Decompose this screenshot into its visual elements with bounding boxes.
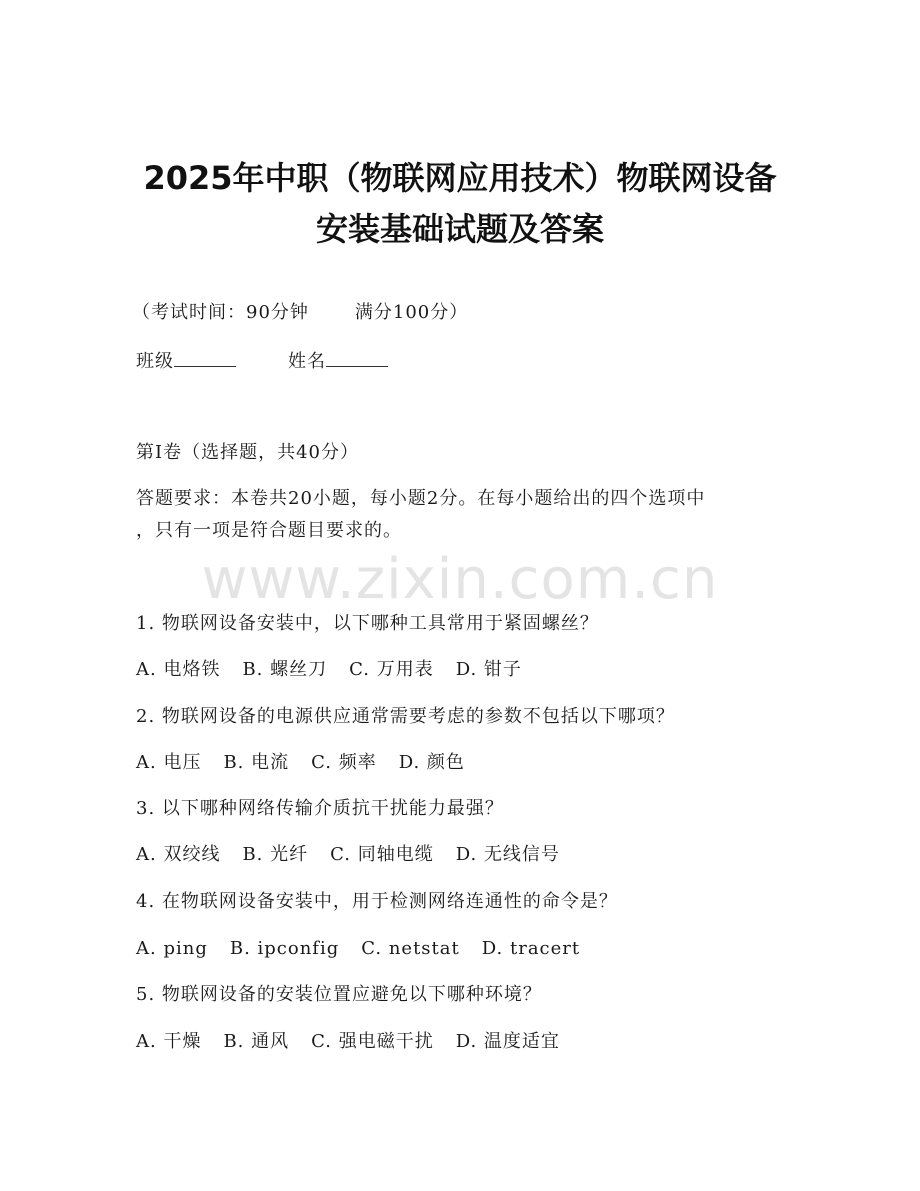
question-3-options	[136, 842, 560, 868]
option-c: C. 强电磁干扰	[311, 1031, 434, 1052]
option-c: C. netstat	[361, 938, 460, 959]
class-blank	[174, 348, 236, 367]
option-d: D. 颜色	[398, 752, 465, 773]
option-c: C. 同轴电缆	[330, 844, 434, 865]
option-a: A. 电烙铁	[136, 659, 221, 680]
section-heading: 第I卷（选择题，共40分）	[136, 442, 360, 463]
exam-score: 满分100分）	[354, 302, 469, 323]
question-2-text: 2. 物联网设备的电源供应通常需要考虑的参数不包括以下哪项？	[136, 706, 675, 727]
question-2-options	[136, 750, 465, 776]
option-c: C. 万用表	[349, 659, 434, 680]
watermark: www.zixin.com.cn	[201, 547, 719, 612]
option-c: C. 频率	[311, 752, 377, 773]
option-a: A. 干燥	[136, 1031, 202, 1052]
question-4-text: 4. 在物联网设备安装中，用于检测网络连通性的命令是？	[136, 891, 618, 912]
page-title-line-2: 安装基础试题及答案	[315, 210, 604, 248]
option-b: B. 螺丝刀	[242, 659, 328, 680]
instructions-line-1: 答题要求：本卷共20小题，每小题2分。在每小题给出的四个选项中	[136, 488, 706, 509]
option-b: B. 光纤	[242, 844, 309, 865]
exam-time: （考试时间：90分钟	[132, 302, 309, 323]
question-1-text: 1. 物联网设备安装中，以下哪种工具常用于紧固螺丝？	[136, 613, 599, 634]
student-info	[136, 348, 388, 375]
class-label: 班级	[136, 351, 174, 372]
name-blank	[326, 348, 388, 367]
instructions-line-2: ，只有一项是符合题目要求的。	[136, 520, 402, 541]
question-4-options	[136, 936, 580, 962]
option-d: D. 无线信号	[455, 844, 560, 865]
page-title-line-1: 2025年中职（物联网应用技术）物联网设备	[143, 159, 777, 197]
option-a: A. ping	[136, 938, 208, 959]
option-d: D. 钳子	[455, 659, 522, 680]
question-5-text: 5. 物联网设备的安装位置应避免以下哪种环境？	[136, 984, 542, 1005]
option-b: B. ipconfig	[229, 938, 340, 959]
option-a: A. 电压	[136, 752, 202, 773]
option-b: B. 电流	[223, 752, 290, 773]
exam-info	[132, 300, 468, 326]
option-b: B. 通风	[223, 1031, 290, 1052]
question-3-text: 3. 以下哪种网络传输介质抗干扰能力最强？	[136, 798, 504, 819]
option-a: A. 双绞线	[136, 844, 221, 865]
option-d: D. 温度适宜	[455, 1031, 560, 1052]
option-d: D. tracert	[481, 938, 581, 959]
name-label: 姓名	[288, 351, 326, 372]
question-5-options	[136, 1029, 560, 1055]
question-1-options	[136, 657, 522, 683]
